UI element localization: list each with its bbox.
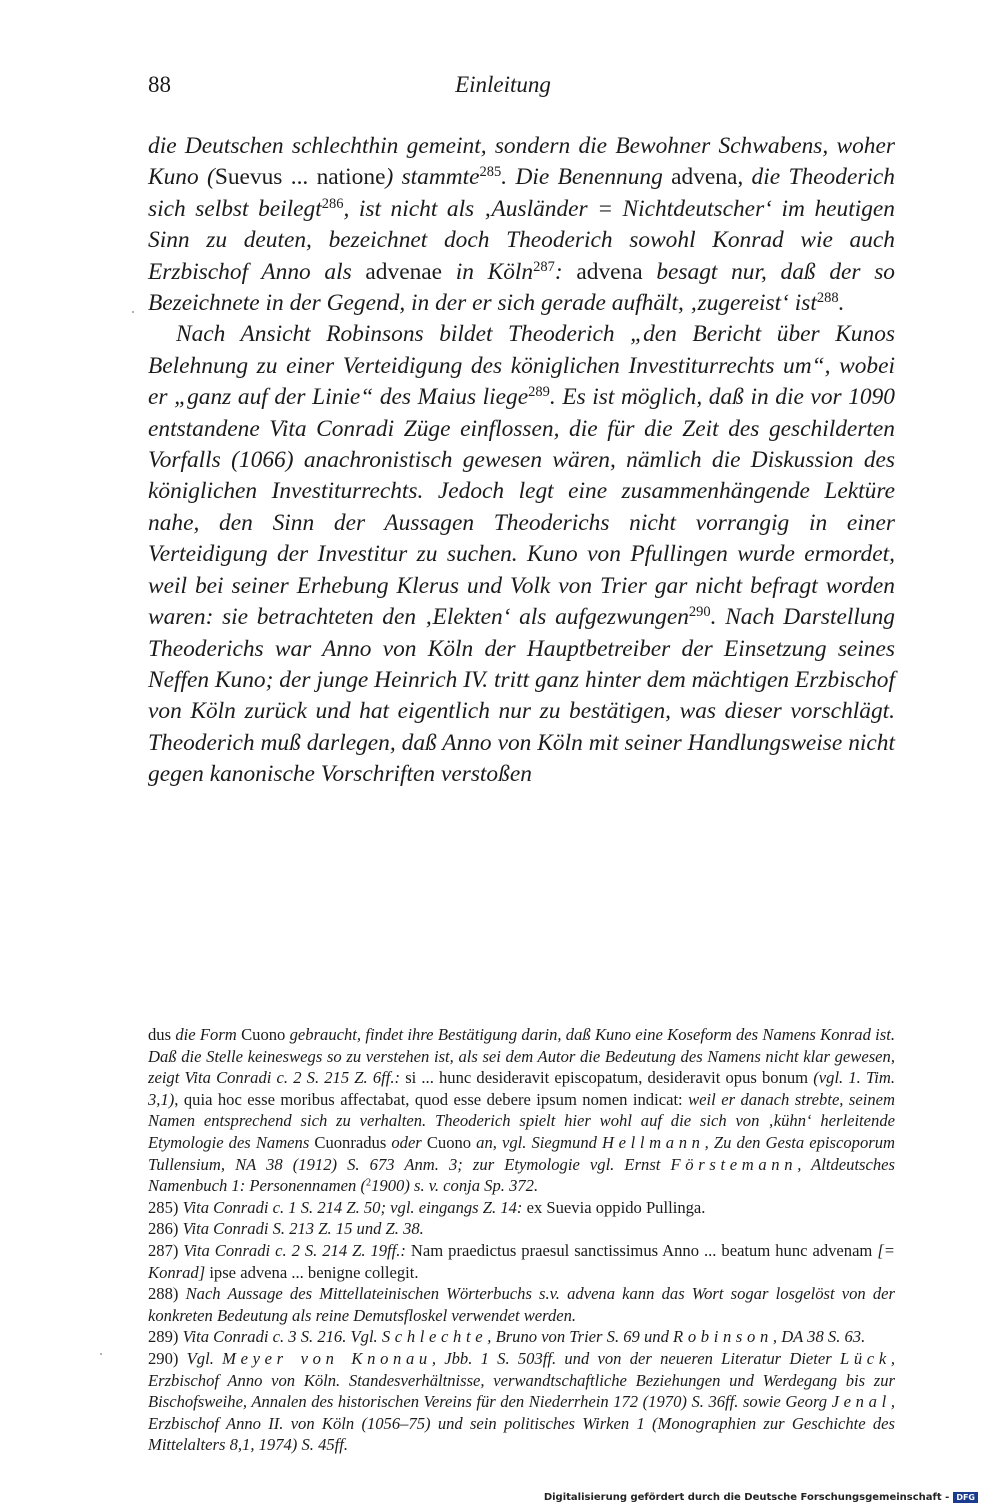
text-run: Cuono: [241, 1025, 286, 1044]
text-run: , Zu den Gesta episcoporum Tullensium, NA 38 (1912) S. 673 Anm. 3; zur Etymologie vgl. Ernst: [148, 1132, 895, 1174]
text-run: Nach Aussage des Mittellateinischen Wörterbuchs s.v. advena kann das Wort sogar losgelöst von der konkreten Bedeutung als reine Demutsfloskel verwendet werden.: [148, 1284, 895, 1325]
text-run: Cuono: [426, 1132, 472, 1152]
text-run: Nam praedictus praesul sanctissimus Anno ... beatum hunc advenam: [410, 1240, 878, 1260]
dfg-logo: DFG: [953, 1492, 978, 1503]
footnote-ref: 2: [365, 1177, 372, 1189]
footnote: [148, 1240, 895, 1283]
running-title: Einleitung: [455, 72, 551, 97]
footnote-ref: 285: [479, 164, 502, 181]
footnotes: [148, 1024, 895, 1456]
text-run: , Erzbischof Anno II. von Köln (1056–75) und sein politisches Wirken 1 (Monographien zur Geschichte des Mittelalters 8,1, 1974) S. 45ff.: [148, 1392, 895, 1455]
text-run: Förstemann: [670, 1154, 798, 1174]
footnote: [148, 1024, 895, 1197]
text-run: besagt nur, daß der so Bezeichnete in der Gegend, in der er sich gerade aufhält, ‚zugereist‘ ist: [148, 258, 896, 317]
text-run: Suevus ... natione: [214, 164, 386, 191]
text-run: in Köln: [442, 258, 534, 285]
text-run: 1900) s. v. conja Sp. 372.: [371, 1176, 539, 1196]
text-run: Schlechte: [381, 1327, 488, 1347]
text-run: , die Theoderich sich selbst beilegt: [148, 164, 895, 222]
text-run: Vita Conradi c. 2 S. 214 Z. 19ff.:: [183, 1240, 411, 1260]
footnote: [148, 1348, 895, 1456]
text-run: Vita Conradi c. 3 S. 216. Vgl.: [182, 1327, 382, 1347]
footnote-ref: 290: [688, 604, 711, 621]
text-run: advena: [576, 258, 643, 285]
page-header: [148, 72, 858, 106]
footnote-ref: 286: [321, 195, 344, 212]
text-run: , Bruno von Trier S. 69 und: [487, 1327, 674, 1347]
text-run: advena: [671, 164, 738, 191]
page-number: 88: [148, 72, 171, 97]
text-run: ) stammte: [385, 164, 480, 191]
text-run: ex Suevia oppido Pullinga.: [526, 1197, 706, 1217]
text-run: weil er danach strebte, seinem Namen entsprechend sich zu verhalten. Theoderich spielt hier wohl auf die sich von ‚kühn‘ herleitende Etymologie des Namens: [148, 1089, 895, 1152]
footnote-ref: 288: [816, 290, 839, 307]
text-run: .: [838, 290, 845, 317]
footnote: [148, 1326, 895, 1348]
scan-speck: [100, 1353, 102, 1355]
text-run: die Form: [175, 1025, 242, 1044]
text-run: die Deutschen schlechthin gemeint, sondern die Bewohner Schwabens, woher Kuno (: [148, 133, 895, 191]
text-run: si ... hunc desideravit episcopatum, desideravit opus bonum: [405, 1068, 814, 1088]
text-run: Vgl.: [186, 1348, 223, 1368]
text-run: ipse advena ... benigne collegit.: [205, 1262, 419, 1282]
text-run: Lück: [839, 1348, 891, 1368]
footnote: [148, 1218, 895, 1240]
digitization-footer: [544, 1492, 978, 1503]
scan-speck: [132, 311, 134, 313]
text-run: , DA 38 S. 63.: [772, 1327, 866, 1347]
text-run: an, vgl. Siegmund: [471, 1132, 602, 1152]
text-run: Cuonradus: [314, 1132, 387, 1152]
body-paragraph: [148, 319, 895, 790]
text-run: Vita Conradi c. 1 S. 214 Z. 50; vgl. eingangs Z. 14:: [182, 1197, 527, 1217]
text-run: Meyer von Knonau: [222, 1348, 432, 1368]
text-run: 285): [148, 1197, 183, 1217]
footnote: [148, 1283, 895, 1326]
footnote: [148, 1197, 895, 1219]
footer-text: Digitalisierung gefördert durch die Deutsche Forschungsgemeinschaft -: [543, 1492, 950, 1503]
text-run: . Es ist möglich, daß in die vor 1090 entstandene Vita Conradi Züge einflossen, die für die Zeit des geschilderten Vorfalls (1066) anachronistisch gewesen wären, nämlich die Diskussion des königlichen Investiturrechts. Jedoch legt eine zusammenhängende Lektüre nahe, den Sinn der Aussagen Theoderichs nicht vorrangig in einer Verteidigung der Investitur zu suchen. Kuno von Pfullingen wurde ermordet, weil bei seiner Erhebung Klerus und Volk von Trier gar nicht befragt worden waren: sie betrachteten den ‚Elekten‘ als aufgezwungen: [148, 384, 895, 631]
text-run: , Altdeutsches Namenbuch 1: Personennamen (: [148, 1154, 896, 1196]
text-run: (vgl. 1. Tim. 3,1): [148, 1068, 896, 1109]
text-run: , ist nicht als ‚Ausländer = Nichtdeutscher‘ im heutigen Sinn zu deuten, bezeichnet doch Theoderich sowohl Konrad wie auch Erzbischof Anno als: [148, 195, 896, 285]
text-run: Robinson: [673, 1327, 773, 1347]
text-run: gebraucht, findet ihre Bestätigung darin, daß Kuno eine Koseform des Namens Konrad ist. Daß die Stelle keineswegs so zu verstehen ist, als sei dem Autor die Bedeutung des Namens nicht klar gewesen, zeigt Vita Conradi c. 2 S. 215 Z. 6ff.:: [148, 1025, 895, 1088]
text-run: 290): [148, 1348, 187, 1368]
text-run: advenae: [365, 258, 443, 285]
body-paragraph: [148, 131, 895, 319]
text-run: , Erzbischof Anno von Köln. Standesverhältnisse, verwandtschaftliche Beziehungen und Werdegang bis zur Bischofsweihe, Annalen des historischen Vereins für den Niederrhein 172 (1970) S. 36ff. sowie Georg: [148, 1348, 895, 1412]
text-run: oder: [386, 1132, 427, 1152]
text-run: 289): [148, 1327, 183, 1347]
text-run: Jenal: [831, 1392, 891, 1412]
text-run: , quia hoc esse moribus affectabat, quod esse debere ipsum nomen indicat:: [174, 1089, 689, 1109]
text-run: Vita Conradi S. 213 Z. 15 und Z. 38.: [182, 1219, 424, 1239]
text-run: :: [554, 258, 577, 285]
text-run: . Die Benennung: [501, 164, 672, 191]
text-run: , Jbb. 1 S. 503ff. und von der neueren Literatur Dieter: [431, 1348, 840, 1368]
text-run: Nach Ansicht Robinsons bildet Theoderich „den Bericht über Kunos Belehnung zu einer Verteidigung des königlichen Investiturrechts um“, wobei er „ganz auf der Linie“ des Maius liege: [148, 321, 895, 411]
text-run: . Nach Darstellung Theoderichs war Anno von Köln der Hauptbetreiber der Einsetzung seines Neffen Kuno; der junge Heinrich IV. tritt ganz hinter dem mächtigen Erzbischof von Köln zurück und hat eigentlich nur zu bestätigen, was dieser vorschlägt. Theoderich muß darlegen, daß Anno von Köln mit seiner Handlungsweise nicht gegen kanonische Vorschriften verstoßen: [148, 604, 895, 788]
text-run: Hellmann: [602, 1132, 705, 1152]
text-run: dus: [148, 1025, 176, 1044]
text-run: 288): [148, 1284, 186, 1304]
text-run: [= Konrad]: [148, 1240, 895, 1282]
text-run: 287): [148, 1240, 184, 1260]
main-text: [148, 131, 895, 791]
footnote-ref: 287: [533, 258, 555, 275]
footnote-ref: 289: [528, 384, 550, 401]
text-run: 286): [148, 1219, 183, 1239]
